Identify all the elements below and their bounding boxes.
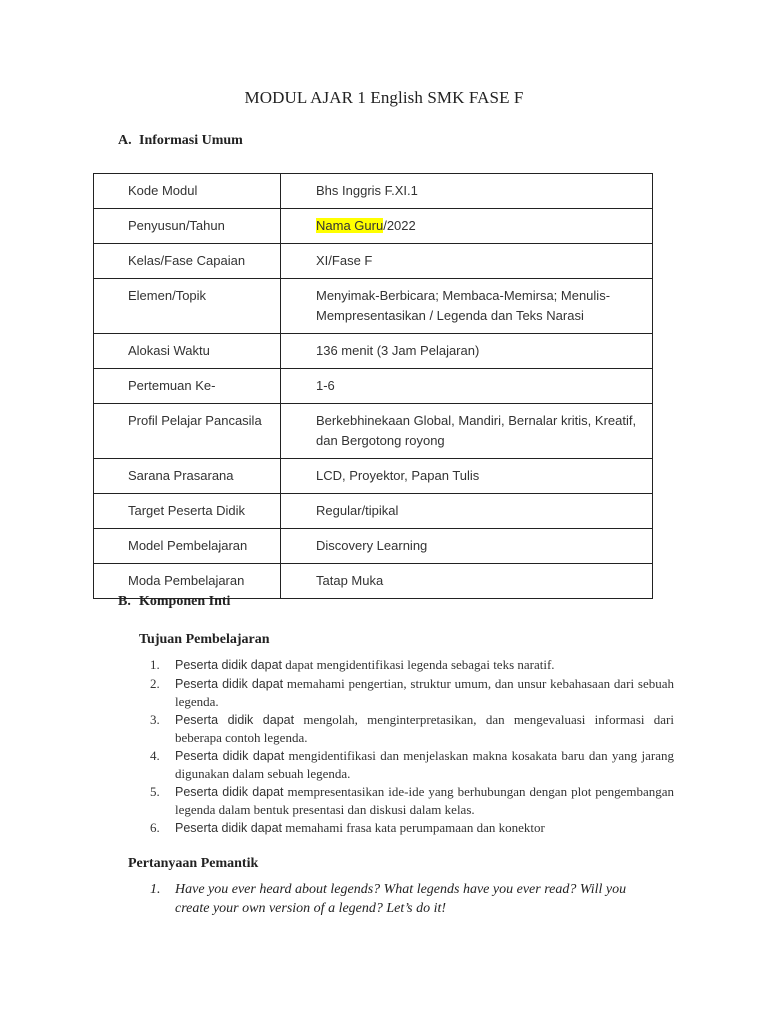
pertanyaan-pemantik-heading: Pertanyaan Pemantik xyxy=(128,856,259,871)
table-row xyxy=(94,279,653,334)
section-b-heading xyxy=(118,594,230,610)
row-value: Regular/tipikal xyxy=(281,494,653,529)
info-table xyxy=(93,173,653,599)
item-text: Have you ever heard about legends? What legends have you ever read? Will you create your own version of a legend? Let’s do it! xyxy=(175,882,627,916)
table-row xyxy=(94,529,653,564)
row-key: Kelas/Fase Capaian xyxy=(94,244,281,279)
tujuan-pembelajaran-heading: Tujuan Pembelajaran xyxy=(139,632,270,647)
item-text: dapat mengidentifikasi legenda sebagai teks naratif. xyxy=(282,657,555,672)
section-b-title: Komponen Inti xyxy=(139,594,231,609)
row-key: Model Pembelajaran xyxy=(94,529,281,564)
table-row xyxy=(94,494,653,529)
list-item xyxy=(150,656,674,675)
table-row xyxy=(94,334,653,369)
document-title: MODUL AJAR 1 English SMK FASE F xyxy=(244,88,524,107)
item-text: mengolah, menginterpretasikan, dan mengevaluasi informasi dari beberapa contoh legenda. xyxy=(175,711,674,745)
item-lead: Peserta didik dapat xyxy=(175,748,285,763)
highlighted-text: Nama Guru xyxy=(316,218,384,233)
item-number: 4. xyxy=(150,747,160,763)
row-key: Alokasi Waktu xyxy=(94,334,281,369)
row-value: LCD, Proyektor, Papan Tulis xyxy=(281,459,653,494)
row-value: XI/Fase F xyxy=(281,244,653,279)
row-key: Target Peserta Didik xyxy=(94,494,281,529)
item-lead: Peserta didik dapat xyxy=(175,676,284,691)
row-value: Bhs Inggris F.XI.1 xyxy=(281,174,653,209)
list-item xyxy=(150,819,674,838)
table-row xyxy=(94,174,653,209)
row-key: Penyusun/Tahun xyxy=(94,209,281,244)
item-number: 5. xyxy=(150,783,160,799)
tujuan-list xyxy=(150,656,674,837)
section-a-letter: A. xyxy=(118,133,132,148)
section-a-heading xyxy=(118,133,243,149)
table-row xyxy=(94,244,653,279)
item-text: memahami frasa kata perumpamaan dan konektor xyxy=(282,819,545,835)
list-item xyxy=(150,711,674,747)
list-item xyxy=(150,747,674,783)
item-lead: Peserta didik dapat xyxy=(175,784,284,799)
row-value: Menyimak-Berbicara; Membaca-Memirsa; Menulis-Mempresentasikan / Legenda dan Teks Narasi xyxy=(281,279,653,334)
item-lead: Peserta didik dapat xyxy=(175,712,295,727)
row-value: Discovery Learning xyxy=(281,529,653,564)
item-number: 1. xyxy=(150,657,160,672)
table-row xyxy=(94,369,653,404)
row-key: Sarana Prasarana xyxy=(94,459,281,494)
item-text: mengidentifikasi dan menjelaskan makna kosakata baru dan yang jarang digunakan dalam sebuah legenda. xyxy=(175,747,674,781)
item-number: 6. xyxy=(150,819,160,835)
row-value: Berkebhinekaan Global, Mandiri, Bernalar kritis, Kreatif, dan Bergotong royong xyxy=(281,404,653,459)
item-lead: Peserta didik dapat xyxy=(175,658,283,672)
row-key: Elemen/Topik xyxy=(94,279,281,334)
item-number: 1. xyxy=(150,882,161,897)
item-lead: Peserta didik dapat xyxy=(175,820,283,835)
row-key: Moda Pembelajaran xyxy=(94,564,281,599)
section-b-letter: B. xyxy=(118,594,131,609)
row-value xyxy=(281,209,653,244)
row-value: 1-6 xyxy=(281,369,653,404)
row-value: 136 menit (3 Jam Pelajaran) xyxy=(281,334,653,369)
item-number: 2. xyxy=(150,675,160,691)
row-key: Profil Pelajar Pancasila xyxy=(94,404,281,459)
item-text: memahami pengertian, struktur umum, dan unsur kebahasaan dari sebuah legenda. xyxy=(175,675,674,709)
list-item xyxy=(150,880,660,918)
row-key: Kode Modul xyxy=(94,174,281,209)
item-number: 3. xyxy=(150,711,160,727)
list-item xyxy=(150,783,674,819)
pemantik-list xyxy=(150,880,660,918)
item-text: mempresentasikan ide-ide yang berhubungan dengan plot pengembangan legenda dalam bentuk presentasi dan diskusi dalam kelas. xyxy=(175,783,674,817)
table-row xyxy=(94,209,653,244)
section-a-title: Informasi Umum xyxy=(139,133,243,148)
list-item xyxy=(150,675,674,711)
row-value: Tatap Muka xyxy=(281,564,653,599)
row-value-rest: /2022 xyxy=(383,218,416,233)
table-row xyxy=(94,459,653,494)
row-key: Pertemuan Ke- xyxy=(94,369,281,404)
table-row xyxy=(94,404,653,459)
